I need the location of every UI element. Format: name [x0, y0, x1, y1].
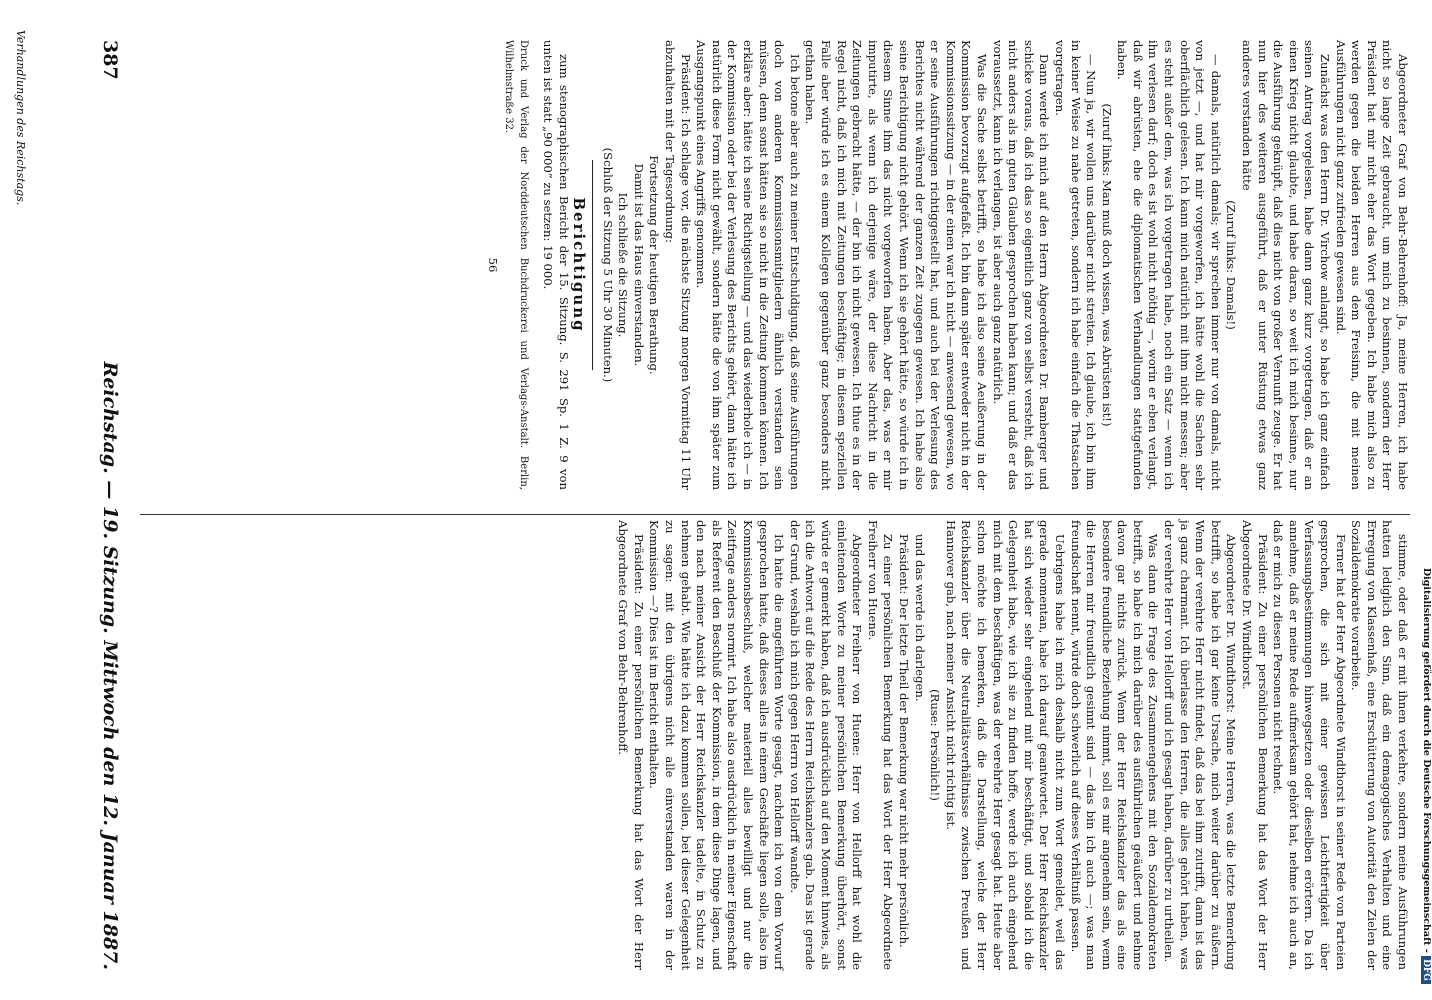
paragraph: — damals, natürlich damals; wir sprechen immer nur von damals, nicht von jetzt —, und hat mir vorgeworfen, ich hätte wohl die Sachen sehr oberflächlich gelesen. Ich kann mich natürlich mit ihm nicht messen; aber es steht außer dem, was ich vorgetragen habe, noch ein Satz — wenn ich ihn verlesen darf; doch es ist wohl nicht nöthig —, worin er eben verlangt, daß wir abrüsten, ehe die diplomatischen Verhandlungen stattgefunden haben. [1115, 40, 1223, 490]
paragraph: Zunächst was den Herrn Dr. Virchow anlangt, so habe ich ganz einfach seinen Antrag vorgelesen, habe dann ganz kurz vorgetragen, daß er an einen Krieg nicht glaubte, und habe daran, so weit ich mich besinne, nur die Ausführung geknüpft, daß dies nicht von großer Vernunft zeuge. Er hat nun hier des weiteren ausgeführt, daß er unter Rüstung etwas ganz anderes verstanden hätte [1240, 40, 1333, 490]
paragraph: Ich hatte die angeführten Worte gesagt, nachdem ich von dem Vorwurf gesprochen hatte, daß dieses alles in einem Geschäfte liegen solle, also im Kommissionsbeschluß, welcher materiell alles bewilligt und nur die Zeitfrage anders normirt. Ich habe also ausdrücklich in meiner Eigenschaft als Referent den Beschluß der Kommission, in dem diese Dinge lagen, und den nach meiner Ansicht der Herr Reichskanzler tadelte, in Schutz zu nehmen gehabt. Wie hätte ich dazu kommen sollen, bei dieser Gelegenheit zu sagen: mit den übrigens nicht alle einverstanden waren in der Kommission —? Dies ist im Bericht enthalten. [647, 520, 787, 970]
paragraph: Präsident: Der letzte Theil der Bemerkung war nicht mehr persönlich. [897, 534, 911, 948]
paragraph: (Schluß der Sitzung 5 Uhr 30 Minuten.) [600, 147, 615, 383]
paragraph: Ich betone aber auch zu meiner Entschuldigung, daß seine Ausführungen doch von anderen Kommissionsmitgliedern ähnlich verstanden sein müssen, denn sonst hätten sie so nicht in die Zeitung kommen können. Ich erkläre aber: hätte ich seine Richtigstellung — und das wiederhole ich — in der Kommission oder bei der Verlesung des Berichts gehört, dann hätte ich natürlich diese Form nicht gewählt, sondern hätte die von ihm später zum Ausgangspunkt eines Angriffs genommen. [694, 40, 802, 490]
dfg-logo: DFG [1421, 956, 1431, 984]
dfg-notice [1421, 4, 1432, 984]
section-rule [592, 160, 593, 370]
paragraph: (Ruse: Persönlich!) [928, 689, 943, 801]
paragraph: stimme, oder daß er mit ihnen verkehre, sondern meine Ausführungen hatten lediglich den Sinn, daß ein demagogisches Verhalten und eine Erregung von Klassenhaß, eine Erschütterung von Autorität den Zielen der Sozialdemokratie vorarbeite. [1349, 520, 1410, 970]
paragraph: Fortsetzung der heutigen Berathung. [647, 155, 662, 375]
header-title: Reichstag. — 19. Sitzung. Mittwoch den 12. Januar 1887. [99, 361, 121, 970]
printer-imprint: Druck und Verlag der Norddeutschen Buchdruckerei und Verlags-Anstalt. Berlin, Wilhelmstraße 32. [502, 40, 530, 490]
paragraph: Präsident: Zu einer persönlichen Bemerkung hat das Wort der Herr Abgeordnete Graf von Behr-Behrenhoff. [616, 520, 646, 970]
footer-verhandlungen: Verhandlungen des Reichstags. [14, 30, 27, 206]
paragraph: Ich schließe die Sitzung. [616, 192, 631, 338]
berichtigung-title: Berichtigung [570, 197, 589, 333]
paragraph: Was dann die Frage des Zusammengehens mit den Sozialdemokraten betrifft, so habe ich mich darüber des ausführlichen geäußert und nehme davon gar nichts zurück. Wenn der Herr Reichskanzler das als eine besondere freundliche Beziehung nimmt, soll es mir angenehm sein, wenn die Herren mir freundlich gesinnt sind — das bin ich auch —; was man freundschaft nennt, würde doch schwerlich auf dieses Verhältniß passen. [1068, 520, 1161, 970]
signature-number: 56 [486, 257, 501, 273]
column-divider [140, 514, 1410, 515]
page-number: 387 [99, 40, 121, 80]
paragraph: (Zuruf links: Man muß doch wissen, was Abrüsten ist!) [1099, 103, 1114, 427]
paragraph: (Zuruf links: Damals!) [1224, 200, 1239, 330]
paragraph: Dann werde ich mich auf den Herrn Abgeordneten Dr. Bamberger und schicke voraus, daß ich das so eigentlich ganz von selbst versteht, daß ich nicht anders als im guten Glauben gesprochen haben kann; und daß er das voraussetzt, kann ich verlangen, ist aber auch ganz natürlich. [990, 40, 1052, 490]
paragraph: Was die Sache selbst betrifft, so habe ich also seine Aeußerung in der Kommission bevorzugt aufgefaßt. Ich bin dann später entweder nicht in der Kommissionssitzung — in der einen war ich nicht — anwesend gewesen, wo er seine Ausführungen richtiggestellt hat, und auch bei der Verlesung des Berichtes nicht während der ganzen Zeit zugegen gewesen. Ich habe also seine Berichtigung nicht gehört. Wenn ich sie gehört hätte, so würde ich in diesem Sinne ihm das nicht vorgeworfen haben. Aber das, was er mir imputirte, als wenn ich derjenige wäre, der diese Nachricht in die Zeitungen gebracht hätte, — der bin ich nicht gewesen. Ich thue es in der Regel nicht, daß ich mich mit Zeitungen beschäftige; in diesem speziellen Falle aber würde ich es einem Kollegen gegenüber ganz besonders nicht gethan haben. [803, 40, 989, 490]
page-header [96, 40, 124, 970]
berichtigung-text: zum stenographischen Bericht der 15. Sitzung. S. 291 Sp. 1 Z. 9 von unten ist statt „90 000“ zu setzen: 19 000. [540, 40, 571, 490]
paragraph: Präsident: Ich schlage vor, die nächste Sitzung morgen Vormittag 11 Uhr abzuhalten mit der Tagesordnung: [663, 40, 693, 490]
paragraph: und das werde ich darlegen. [912, 534, 927, 702]
paragraph: Abgeordneter Dr. Windthorst: Meine Herren, was die letzte Bemerkung betrifft, so habe ich gar keine Ursache, mich weiter darüber zu äußern. Wenn der verehrte Herr nicht findet, daß das bei ihm zutrifft, dann ist das ja ganz charmant. Ich überlasse den Herren, die alles gehört haben, was der verehrte Herr von Hellorff und ich gesagt haben, darüber zu urtheilen. [1162, 520, 1239, 970]
paragraph: Damit ist das Haus einverstanden. [631, 163, 646, 367]
paragraph: — Nun ja, wir wollen uns darüber nicht streiten. Ich glaube, ich bin ihm in keiner Weise zu nahe getreten, sondern ich habe einfach die Thatsachen vorgetragen. [1052, 40, 1099, 490]
paragraph: Abgeordneter Graf von Behr-Behrenhoff: Ja, meine Herren, ich habe nicht so lange Zeit gebraucht, um mich zu besinnen, sondern der Herr Präsident hat mir nicht eher das Wort gegeben. Ich habe mich also zu werden gegen die beiden Herren aus dem Freisinn, die mit meinen Ausführungen nicht ganz zufrieden gewesen sind. [1333, 40, 1410, 490]
paragraph: Ferner hat der Herr Abgeordnete Windthorst in seiner Rede von Parteien gesprochen, die sich mit einer gewissen Leichtfertigkeit über Verfassungsbestimmungen hinwegsetzen oder dieselben erörtern. Da ich annehme, daß er meine Rede aufmerksam gehört hat, nehme ich auch an, daß er mich zu diesen Personen nicht rechnet. [1271, 520, 1348, 970]
column-right [485, 40, 1410, 490]
dfg-notice-text: Digitalisierung gefördert durch die Deutsche Forschungsgemeinschaft - [1421, 567, 1432, 953]
paragraph: Präsident: Zu einer persönlichen Bemerkung hat das Wort der Herr Abgeordnete Dr. Windthorst. [1240, 520, 1270, 970]
paragraph: Zu einer persönlichen Bemerkung hat das Wort der Herr Abgeordnete Freiherr von Huene. [865, 520, 896, 970]
column-left [615, 520, 1410, 970]
paragraph: Uebrigens habe ich mich deshalb nicht zum Wort gemeldet, weil das gerade momentan, habe ich darauf geantwortet. Der Herr Reichskanzler hat sich wieder sehr eingehend mit mir beschäftigt, und sobald ich die Gelegenheit habe, wie ich sie zu finden hoffe, werde ich auch eingehend mich mit dem beschäftigen, was der verehrte Herr gesagt hat. Heute aber schon möchte ich bemerken, daß die Darstellung, welche der Herr Reichskanzler über die Neutralitätsverhältnisse zwischen Preußen und Hannover gab, nach meiner Ansicht nicht richtig ist. [943, 520, 1067, 970]
paragraph: Abgeordneter Freiherr von Huene: Herr von Hellorff hat wohl die einleitenden Worte zu meiner persönlichen Bemerkung überhört, sonst würde er gemerkt haben, daß ich ausdrücklich auf den Moment hinwies, als ich die Antwort auf die Rede des Herrn Reichskanzlers gab. Das ist gerade der Grund, weshalb ich mich gegen Herrn von Hellorff wandte. [787, 520, 865, 970]
